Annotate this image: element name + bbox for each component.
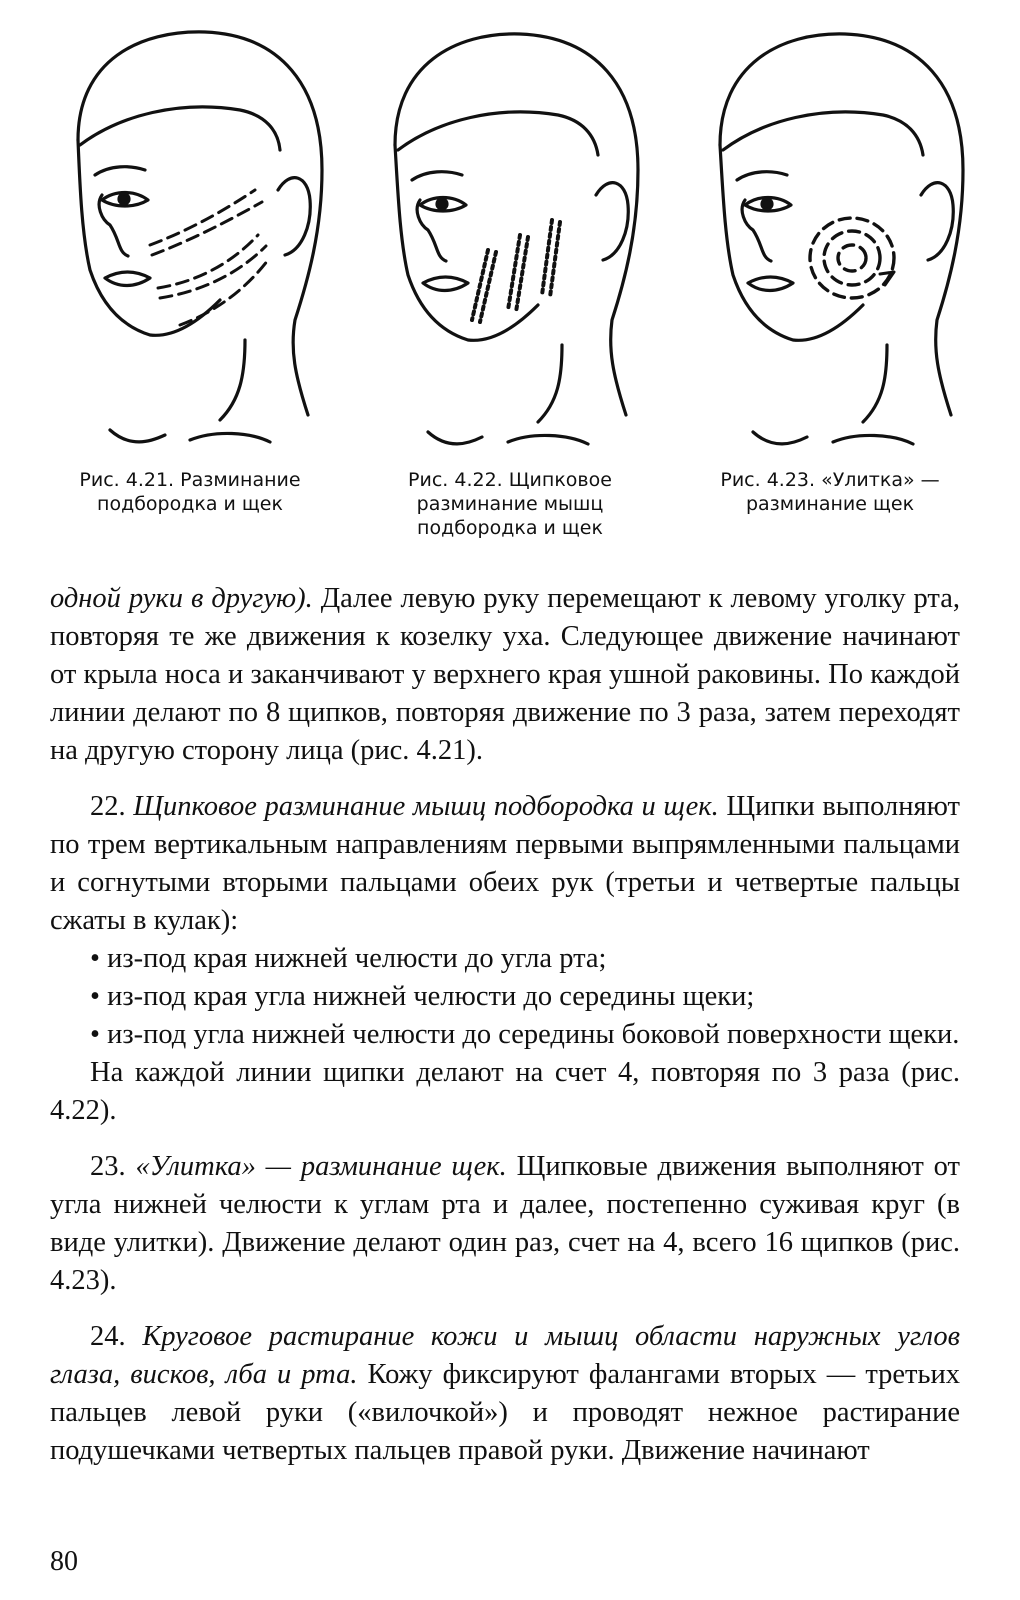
caption-line: подбородка и щек [97,493,283,515]
item-heading: «Улитка» — разминание щек. [135,1151,507,1182]
figure-4-22-illustration [360,20,660,460]
page-number: 80 [50,1546,78,1577]
paragraph-22 [50,788,960,940]
caption-4-23 [680,468,980,516]
caption-line: Рис. 4.22. Щипковое [408,469,612,491]
bullet-item: • из-под края нижней челюсти до угла рта; [90,943,607,974]
caption-line: Рис. 4.23. «Улитка» — [720,469,940,491]
caption-4-22 [360,468,660,540]
paragraph-23 [50,1148,960,1300]
item-heading: Щипковое разминание мышц подбородка и щек. [133,791,719,822]
item-number: 24. [90,1321,143,1352]
item-heading: Круговое растирание кожи и мышц области наружных углов глаза, висков, лба и рта. [50,1321,960,1390]
caption-4-21 [40,468,340,516]
item-number: 22. [90,791,134,822]
paragraph-text: Далее левую руку перемещают к левому уголку рта, повторяя те же движения к козелку уха. Следующее движение начинают от крыла носа и заканчивают у верхнего края ушной раковины. По каждой линии делают по 8 щипков, повторяя движение по 3 раза, затем переходят на другую сторону лица (рис. 4.21). [50,583,960,766]
paragraph-text: Щипки выполняют по трем вертикальным направлениям первыми выпрямленными пальцами и согнутыми вторыми пальцами обеих рук (третьи и четвертые пальцы сжаты в кулак): [50,791,961,936]
item-number: 23. [90,1151,136,1182]
paragraph-24 [50,1318,960,1470]
bullet-item: • из-под края угла нижней челюсти до середины щеки; [90,981,755,1012]
body-text [50,580,960,1470]
italic-phrase: одной руки в другую). [50,583,313,614]
figure-4-21-illustration [40,20,340,460]
caption-line: Рис. 4.21. Разминание [79,469,301,491]
caption-line: разминание мышц [416,493,604,515]
paragraph-text: Кожу фиксируют фалангами вторых — третьих пальцев левой руки («вилочкой») и проводят нежное растирание подушечками четвертых пальцев правой руки. Движение начинают [50,1359,960,1466]
figure-captions [40,468,980,558]
figures-row [40,20,980,460]
caption-line: разминание щек [745,493,915,515]
figure-4-23-illustration [680,20,980,460]
paragraph-text: Щипковые движения выполняют от угла нижней челюсти к углам рта и далее, постепенно суживая круг (в виде улитки). Движение делают один раз, счет на 4, всего 16 щипков (рис. 4.23). [50,1151,960,1296]
caption-line: подбородка и щек [417,517,603,539]
paragraph-continuation [50,580,960,770]
paragraph-22-tail: На каждой линии щипки делают на счет 4, повторяя по 3 раза (рис. 4.22). [50,1057,960,1126]
bullet-item: • из-под угла нижней челюсти до середины боковой поверхности щеки. [90,1019,960,1050]
